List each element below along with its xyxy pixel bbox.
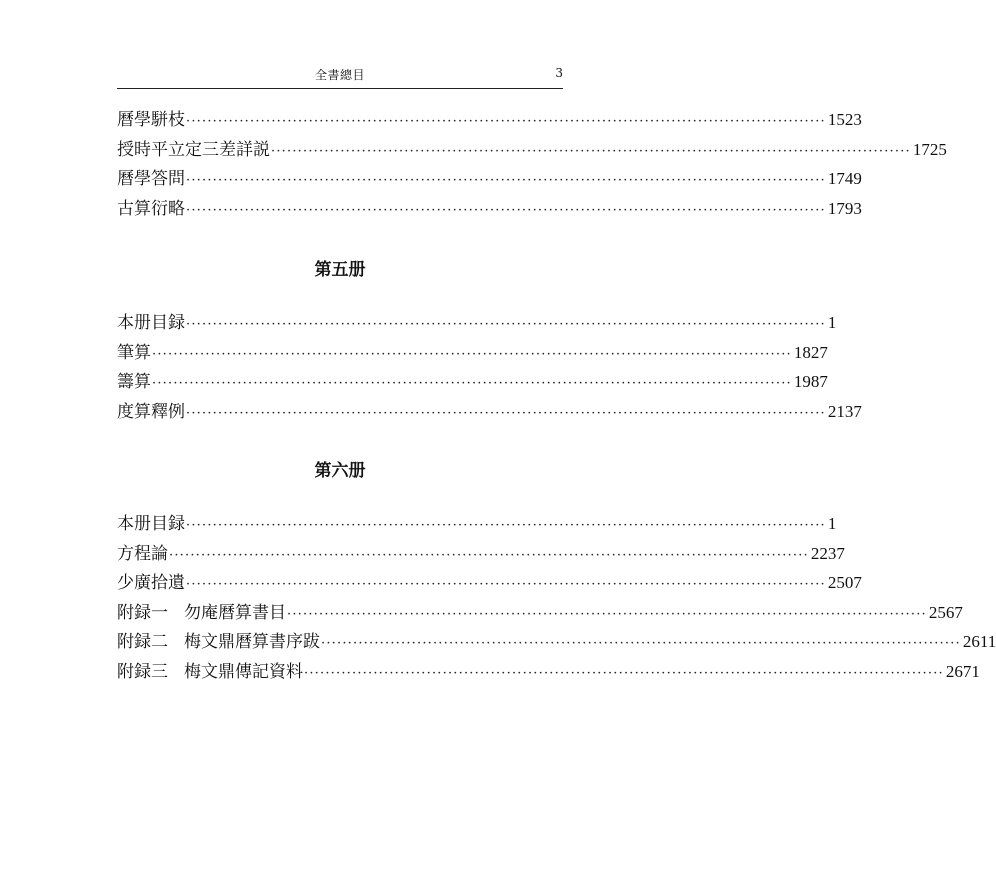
toc-entry[interactable] [117,397,862,427]
toc-group-volume-6 [117,509,996,686]
toc-entry-page: 2671 [945,661,980,681]
toc-entry-title: 少廣拾遺 [117,573,185,593]
toc-leader-dots: ························································································································ [152,346,792,362]
toc-leader-dots: ························································································································ [152,376,792,391]
toc-entry[interactable] [117,194,862,224]
appendix-label: 附録三 [117,661,168,682]
appendix-label: 附録二 [117,632,168,652]
toc-entry-page: 2507 [827,573,862,592]
toc-leader-dots: ························································································································ [186,317,826,332]
toc-leader-dots: ························································································································ [186,405,826,421]
toc-entry[interactable] [117,539,845,569]
toc-leader-dots: ························································································································ [186,202,826,218]
toc-entry-title: 方程論 [117,543,168,564]
toc-group-continued [117,105,947,223]
toc-entry[interactable] [117,164,862,194]
toc-entry[interactable] [117,598,963,628]
running-header [117,62,563,89]
toc-entry-title: 度算釋例 [117,401,185,422]
toc-entry-title: 曆學答問 [117,169,185,189]
toc-entry-page: 2611 [962,632,996,651]
toc-leader-dots: ························································································································ [169,547,809,563]
toc-leader-dots: ························································································································ [271,143,911,159]
toc-leader-dots: ························································································································ [186,114,826,129]
toc-entry-page: 1793 [827,198,862,218]
toc-leader-dots: ························································································································ [186,577,826,592]
toc-leader-dots: ························································································································ [304,665,944,681]
toc-entry-title: 籌算 [117,372,151,392]
toc-leader-dots: ························································································································ [186,173,826,188]
toc-entry-page: 2567 [928,602,963,622]
toc-entry-page: 1 [827,313,837,332]
toc-entry[interactable] [117,135,947,165]
toc-leader-dots: ························································································································ [321,636,961,651]
toc-entry-title: 古算衍略 [117,198,185,219]
volume-heading-6: 第六册 [314,461,366,481]
appendix-subtitle: 梅文鼎曆算書序跋 [184,632,320,652]
appendix-subtitle: 勿庵曆算書目 [184,602,286,623]
toc-leader-dots: ························································································································ [287,606,927,622]
toc-entry-page: 2237 [810,543,845,563]
toc-entry[interactable] [117,338,828,368]
toc-entry-page: 1523 [827,110,862,129]
toc-entry-title: 本册目録 [117,514,185,534]
toc-group-volume-5 [117,308,862,426]
toc-entry-page: 1987 [793,372,828,391]
toc-entry[interactable] [117,308,837,338]
toc-entry[interactable] [117,509,837,539]
appendix-subtitle: 梅文鼎傳記資料 [184,661,303,682]
toc-entry-page: 1749 [827,169,862,188]
toc-entry-page: 1827 [793,342,828,362]
toc-entry[interactable] [117,657,980,687]
toc-entry-title: 筆算 [117,342,151,363]
page-number: 3 [555,66,563,80]
toc-entry[interactable] [117,105,862,135]
toc-entry-page: 1 [827,514,837,533]
toc-entry-title: 授時平立定三差詳説 [117,139,270,160]
toc-leader-dots: ························································································································ [186,518,826,533]
toc-entry[interactable] [117,367,828,397]
toc-entry-title [117,658,303,688]
toc-entry[interactable] [117,568,862,598]
toc-entry-page: 1725 [912,139,947,159]
toc-entry-title [117,599,286,629]
running-title: 全書總目 [314,68,365,82]
toc-entry-page: 2137 [827,401,862,421]
toc-entry-title: 本册目録 [117,313,185,333]
toc-entry[interactable] [117,627,996,657]
appendix-label: 附録一 [117,602,168,623]
volume-heading-5: 第五册 [314,260,366,280]
toc-entry-title [117,628,320,658]
toc-entry-title: 曆學駢枝 [117,110,185,130]
